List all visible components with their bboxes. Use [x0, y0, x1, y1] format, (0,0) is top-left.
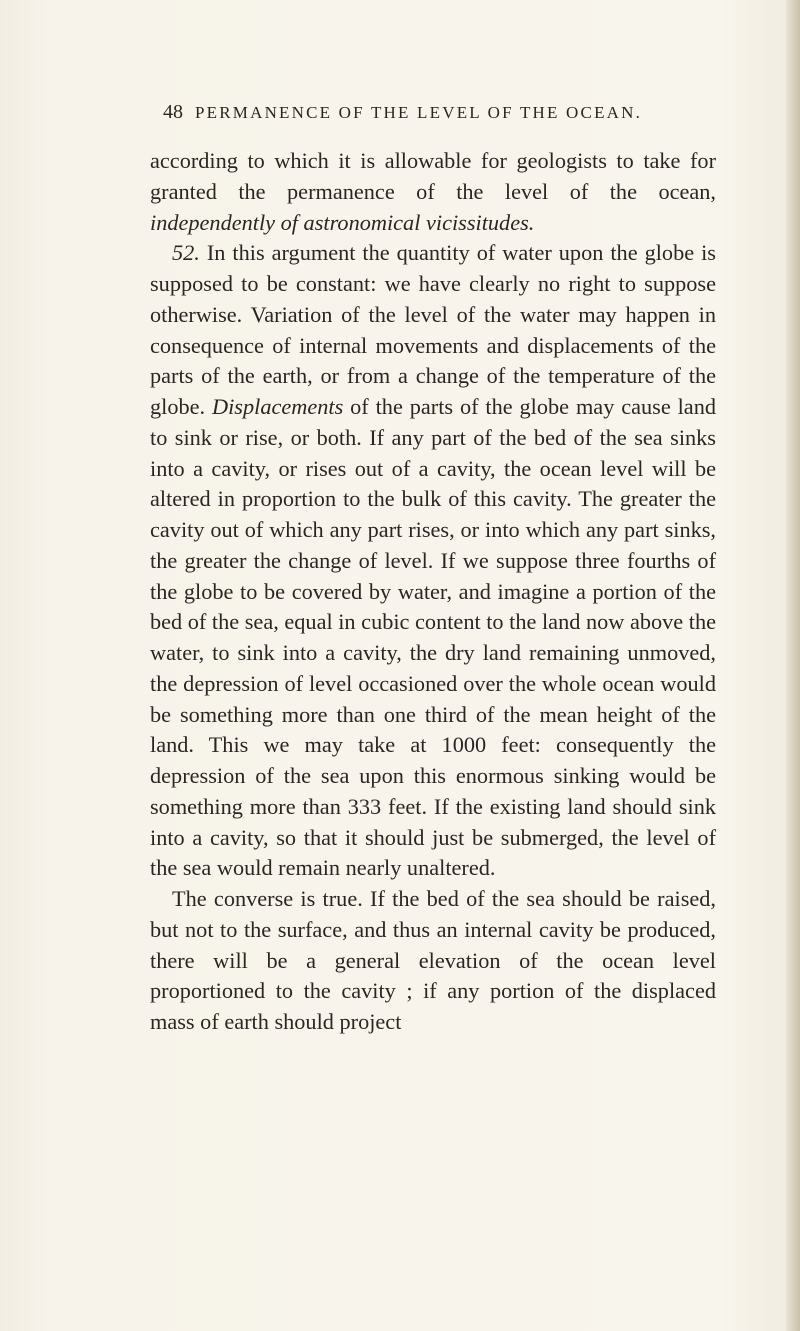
body-text — [150, 146, 716, 1038]
paragraph-1 — [150, 146, 716, 238]
paragraph-1-text: according to which it is allowable for geologists to take for granted the permanence of the level of the ocean, — [150, 148, 716, 204]
section-number: 52. — [172, 240, 200, 266]
page-number: 48 — [163, 101, 183, 123]
paragraph-52-text-a: In this argument the quantity of water upon the globe is supposed to be constant: we have clearly no right to suppose otherwise. Variation of the level of the water may happen in consequence of internal movements and displacements of the parts of the earth, or from a change of the temperature of the globe. — [150, 240, 716, 419]
running-title: PERMANENCE OF THE LEVEL OF THE OCEAN. — [195, 103, 643, 122]
paragraph-52 — [150, 238, 716, 884]
running-header — [163, 101, 723, 133]
paragraph-52-text-b: of the parts of the globe may cause land to sink or rise, or both. If any part of the bed of the sea sinks into a cavity, or rises out of a cavity, the ocean level will be altered in proportion to the bulk of this cavity. The greater the cavity out of which any part rises, or into which any part sinks, the greater the change of level. If we suppose three fourths of the globe to be covered by water, and imagine a portion of the bed of the sea, equal in cubic content to the land now above the water, to sink into a cavity, the dry land remaining unmoved, the depression of level occasioned over the whole ocean would be something more than one third of the mean height of the land. This we may take at 1000 feet: consequently the depression of the sea upon this enormous sinking would be something more than 333 feet. If the existing land should sink into a cavity, so that it should just be submerged, the level of the sea would remain nearly unaltered. — [150, 394, 717, 881]
page-edge — [786, 0, 800, 1331]
paragraph-converse — [150, 884, 716, 1038]
paragraph-converse-text: The converse is true. If the bed of the sea should be raised, but not to the surface, and thus an internal cavity be produced, there will be a general elevation of the ocean level proportioned to the cavity ; if any portion of the displaced mass of earth should project — [150, 886, 716, 1034]
paragraph-1-emphasis: independently of astronomical vicissitudes. — [150, 209, 535, 235]
paragraph-52-emphasis: Displacements — [212, 394, 344, 419]
